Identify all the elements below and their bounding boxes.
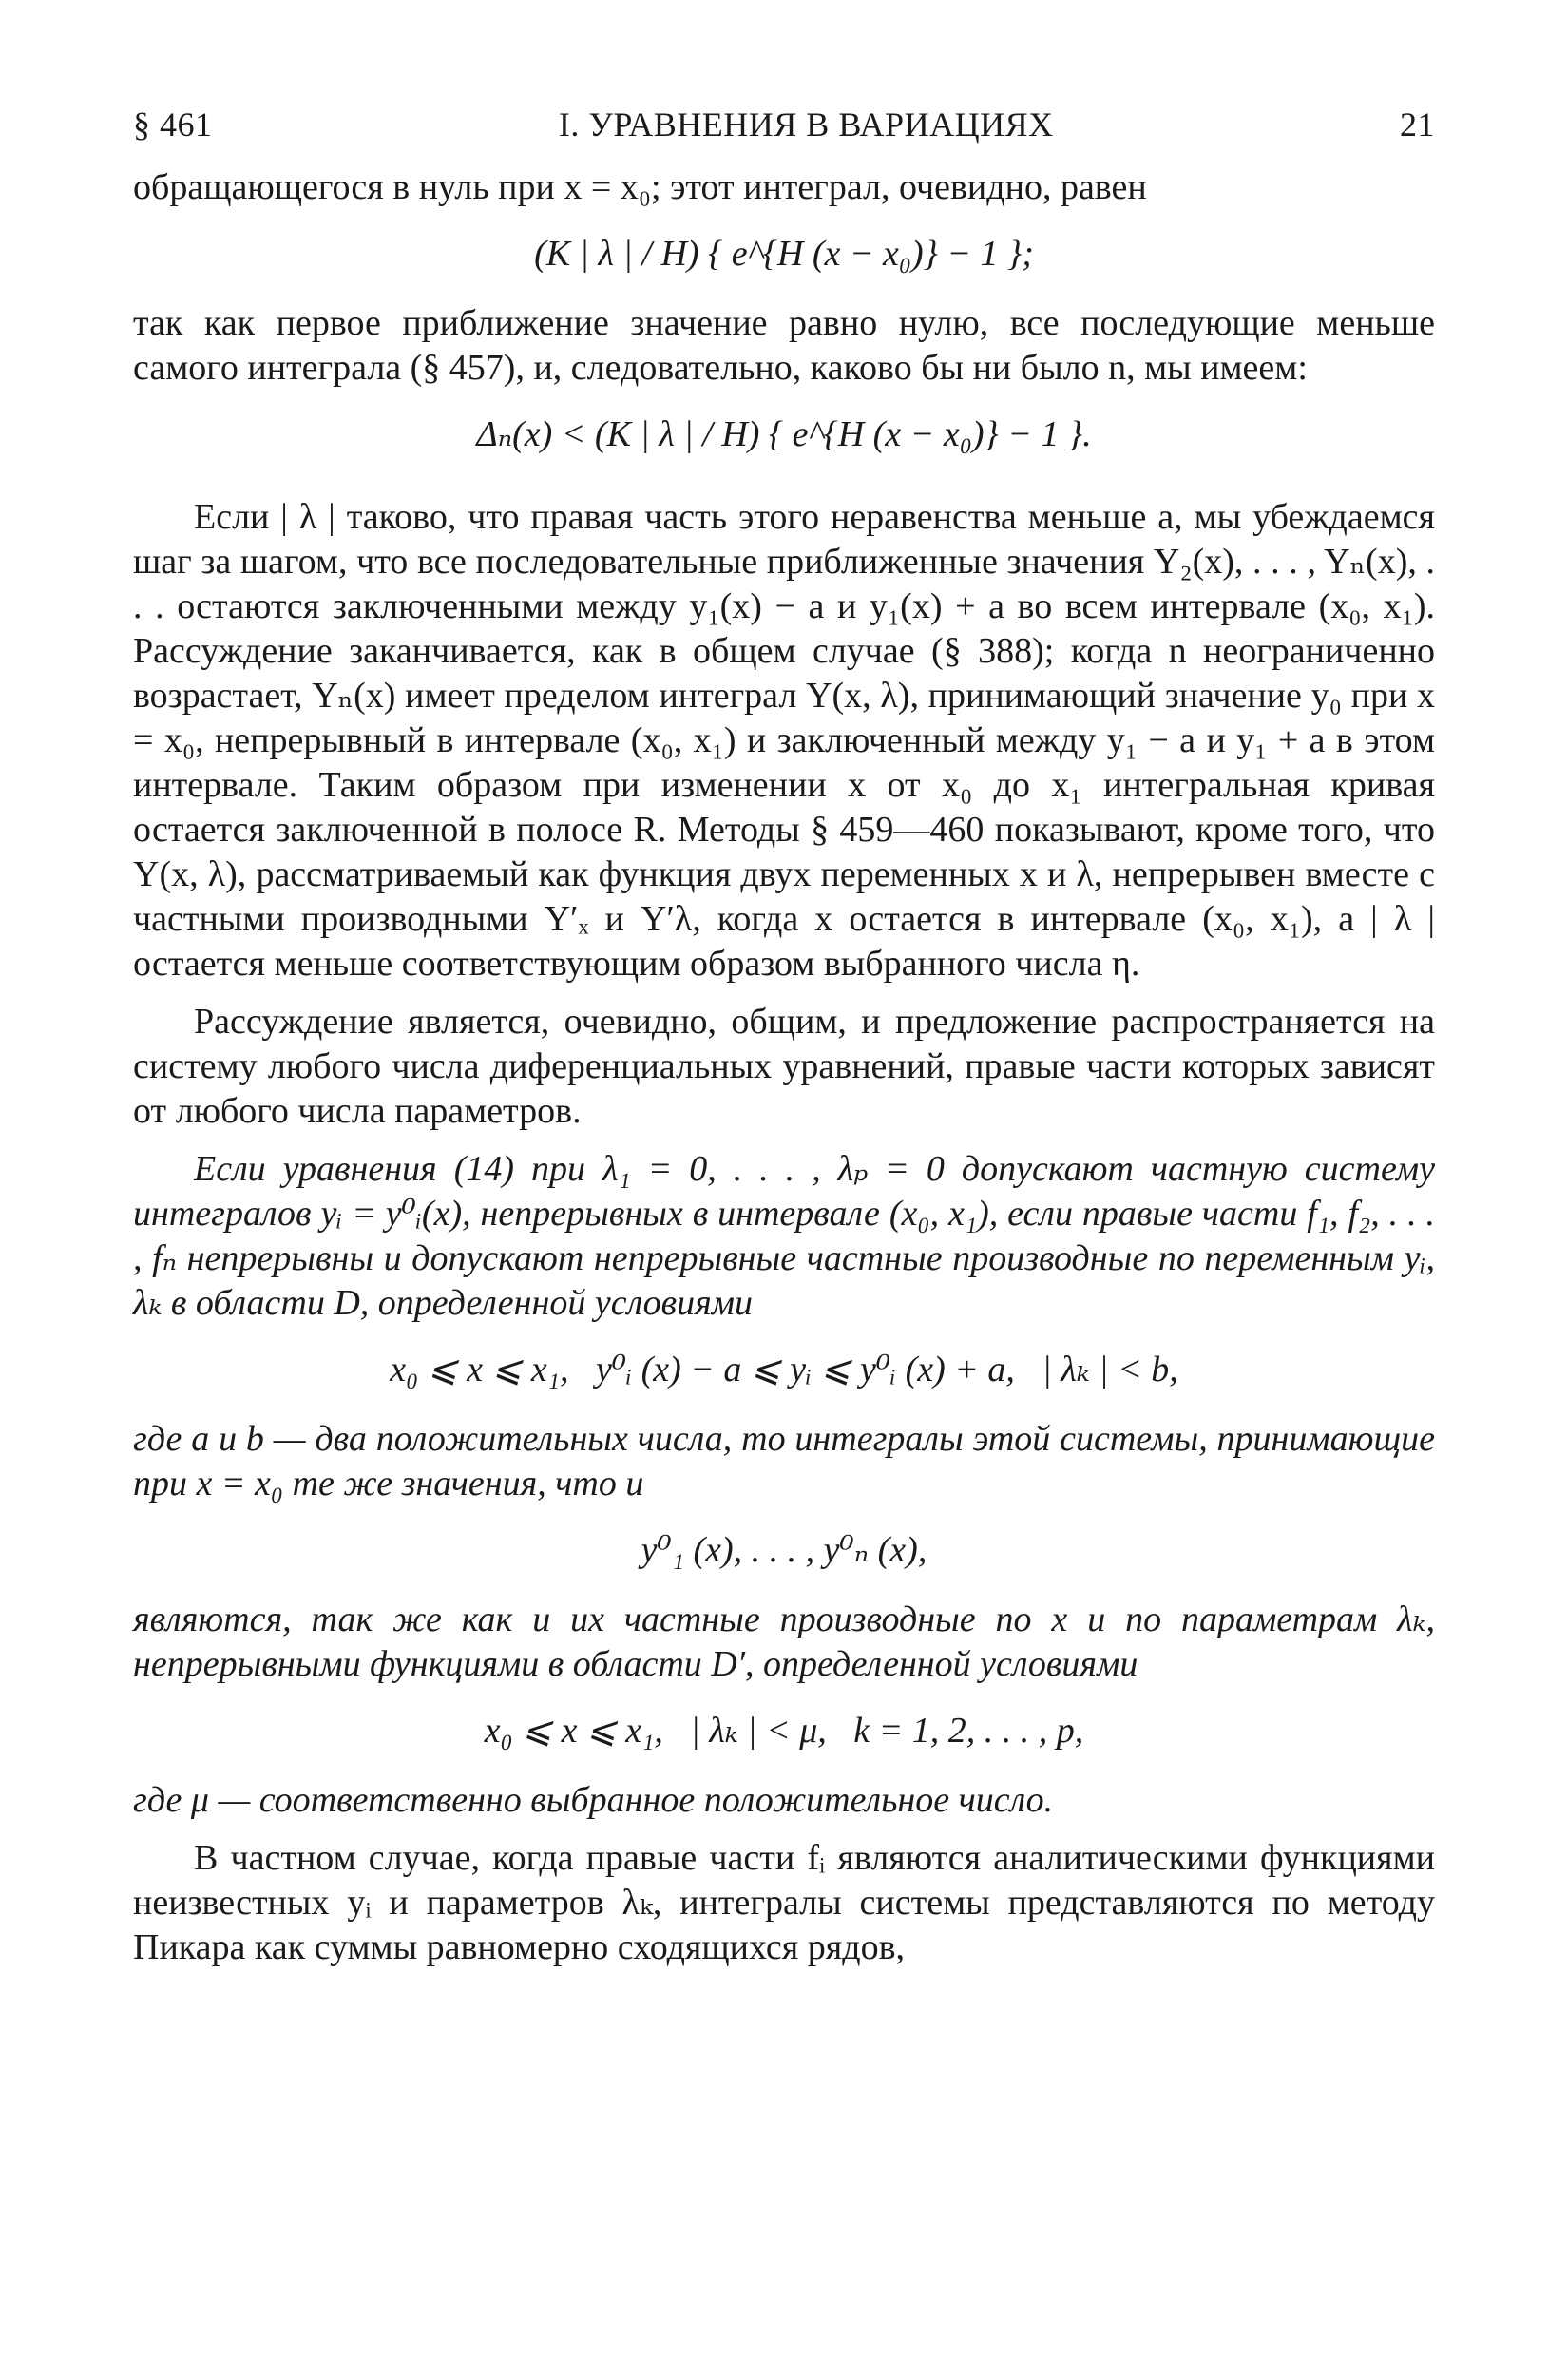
paragraph-intro: обращающегося в нуль при x = x₀; этот интеграл, очевидно, равен [133,167,1147,207]
page-number: 21 [1400,105,1435,144]
page-header [133,105,1435,144]
formula-inequality-delta: Δₙ(x) < (K | λ | / H) { e^{H (x − x₀)} − 1 }. [476,414,1092,454]
paragraph-generalization: Рассуждение является, очевидно, общим, и предложение распространяется на систему любого числа диференциальных уравнений, правые части которых зависят от любого числа параметров. [133,1002,1435,1131]
paragraph-lambda-argument: Если | λ | таково, что правая часть этого неравенства меньше a, мы убеждаемся шаг за шагом, что все последовательные приближенные значения Y₂(x), . . . , Yₙ(x), . . . остаются заключенными между y₁(x) − a и y₁(x) + a во всем интервале (x₀, x₁). Рассуждение заканчивается, как в общем случае (§ 388); когда n неограниченно возрастает, Yₙ(x) имеет пределом интеграл Y(x, λ), принимающий значение y₀ при x = x₀, непрерывный в интервале (x₀, x₁) и заключенный между y₁ − a и y₁ + a в этом интервале. Таким образом при изменении x от x₀ до x₁ интегральная кривая остается заключенной в полосе R. Методы § 459—460 показывают, кроме того, что Y(x, λ), рассматриваемый как функция двух переменных x и λ, непрерывен вместе с частными производными Y′ₓ и Y′λ, когда x остается в интервале (x₀, x₁), а | λ | остается меньше соответствующим образом выбранного числа η. [133,497,1435,984]
formula-initial-values: y⁰₁ (x), . . . , y⁰ₙ (x), [641,1530,927,1570]
theorem-mu-definition: где μ — соответственно выбранное положительное число. [133,1780,1054,1820]
section-number: § 461 [133,105,213,144]
formula-domain-d: x₀ ⩽ x ⩽ x₁, y⁰ᵢ (x) − a ⩽ yᵢ ⩽ y⁰ᵢ (x) + a, | λₖ | < b, [390,1350,1178,1389]
running-title: I. УРАВНЕНИЯ В ВАРИАЦИЯХ [558,105,1054,144]
theorem-statement: Если уравнения (14) при λ₁ = 0, . . . , λₚ = 0 допускают частную систему интегралов yᵢ = y⁰ᵢ(x), непрерывных в интервале (x₀, x₁), если правые части f₁, f₂, . . . , fₙ непрерывны и допускают непрерывные частные производные по переменным yᵢ, λₖ в области D, определенной условиями [133,1149,1435,1323]
formula-integral-value: (K | λ | / H) { e^{H (x − x₀)} − 1 }; [534,234,1034,274]
formula-domain-d-prime: x₀ ⩽ x ⩽ x₁, | λₖ | < μ, k = 1, 2, . . . , p, [484,1711,1084,1751]
paragraph-analytic-case: В частном случае, когда правые части fᵢ являются аналитическими функциями неизвестных yᵢ и параметров λₖ, интегралы системы представляются по методу Пикара как суммы равномерно сходящихся рядов, [133,1838,1435,1967]
book-page [133,105,1435,1970]
theorem-continuation: где a и b — два положительных числа, то интегралы этой системы, принимающие при x = x₀ те же значения, что и [133,1419,1435,1504]
theorem-conclusion: являются, так же как и их частные производные по x и по параметрам λₖ, непрерывными функциями в области D′, определенной условиями [133,1599,1435,1684]
paragraph-approximation: так как первое приближение значение равно нулю, все последующие меньше самого интеграла (§ 457), и, следовательно, каково бы ни было n, мы имеем: [133,303,1435,388]
